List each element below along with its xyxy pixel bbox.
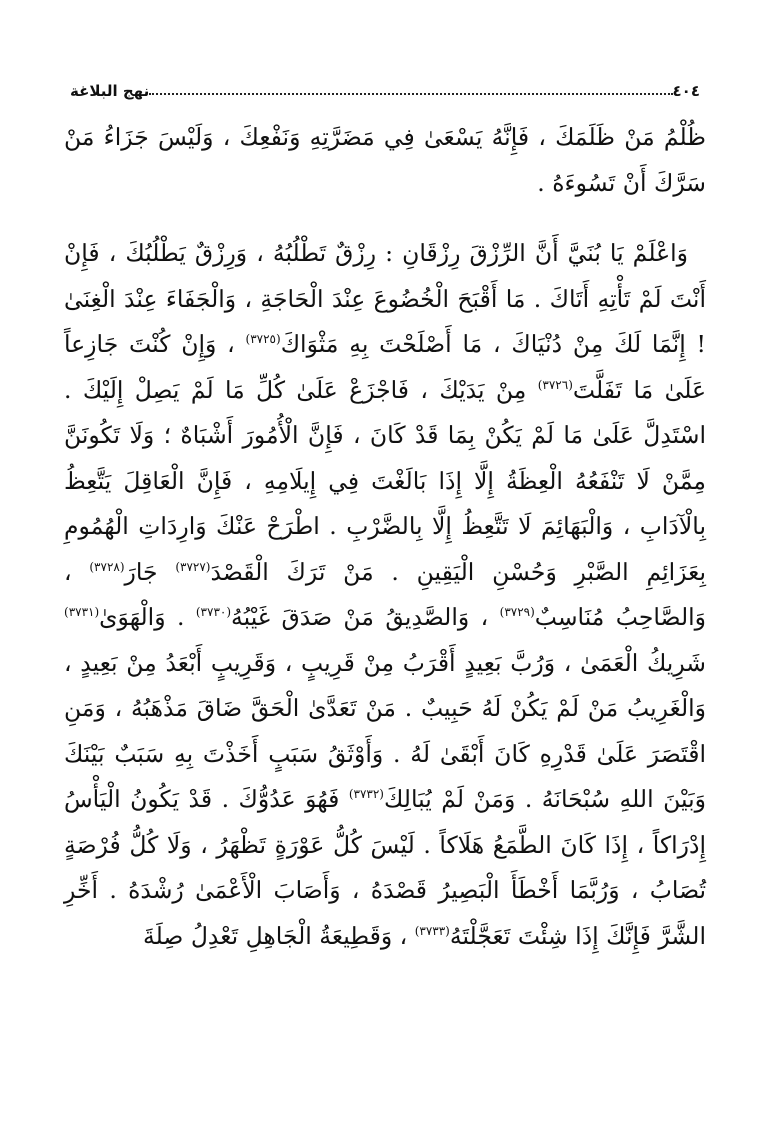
text-run: شَرِيكُ الْعَمَىٰ ، وَرُبَّ بَعِيدٍ أَقْرَبُ مِنْ قَرِيبٍ ، وَقَرِيبٍ أَبْعَدُ مِنْ بَعِيدٍ ، وَالْغَرِيبُ مَنْ لَمْ يَكُنْ لَهُ حَبِيبٌ . مَنْ تَعَدَّىٰ الْحَقَّ ضَاقَ مَذْهَبُهُ ، وَمَنِ اقْتَصَرَ عَلَىٰ قَدْرِهِ كَانَ أَبْقَىٰ لَهُ . وَأَوْثَقُ سَبَبٍ أَخَذْتَ بِهِ سَبَبٌ بَيْنَكَ وَبَيْنَ اللهِ سُبْحَانَهُ . وَمَنْ لَمْ يُبَالِكَ bbox=[64, 648, 706, 813]
text-run: ، وَقَطِيعَةُ الْجَاهِلِ تَعْدِلُ صِلَةَ bbox=[143, 921, 415, 950]
text-run: ظُلْمُ مَنْ ظَلَمَكَ ، فَإِنَّهُ يَسْعَىٰ فِي مَضَرَّتِهِ وَنَفْعِكَ ، وَلَيْسَ جَزَاءُ مَنْ سَرَّكَ أَنْ تَسُوءَهُ . bbox=[64, 123, 706, 197]
text-run: جَارَ bbox=[124, 557, 176, 586]
footnote-marker: (٣٧٢٧) bbox=[175, 559, 211, 574]
footnote-marker: (٣٧٣٠) bbox=[195, 605, 232, 620]
text-run: مِنْ يَدَيْكَ ، فَاجْزَعْ عَلَىٰ كُلِّ مَا لَمْ يَصِلْ إِلَيْكَ . اسْتَدِلَّ عَلَىٰ مَا لَمْ يَكُنْ بِمَا قَدْ كَانَ ، فَإِنَّ الْأُمُورَ أَشْبَاهٌ ؛ وَلَا تَكُونَنَّ مِمَّنْ لَا تَنْفَعُهُ الْعِظَةُ إِلَّا إِذَا بَالَغْتَ فِي إِيلَامِهِ ، فَإِنَّ الْعَاقِلَ يَتَّعِظُ بِالْآدَابِ ، وَالْبَهَائِمَ لَا تَتَّعِظُ إِلَّا بِالضَّرْبِ . اطْرَحْ عَنْكَ وَارِدَاتِ الْهُمُومِ بِعَزَائِمِ الصَّبْرِ وَحُسْنِ الْيَقِينِ . مَنْ تَرَكَ الْقَصْدَ bbox=[64, 375, 706, 586]
text-run: وَاعْلَمْ يَا بُنَيَّ أَنَّ الرِّزْقَ رِزْقَانِ : رِزْقٌ تَطْلُبُهُ ، وَرِزْقٌ يَطْلُبُكَ ، فَإِنْ أَنْتَ لَمْ تَأْتِهِ أَتَاكَ . مَا أَقْبَحَ الْخُضُوعَ عِنْدَ الْحَاجَةِ ، وَالْجَفَاءَ عِنْدَ الْغِنَىٰ ! إِنَّمَا لَكَ مِنْ دُنْيَاكَ ، مَا أَصْلَحْتَ بِهِ مَثْوَاكَ bbox=[64, 239, 706, 358]
footnote-marker: (٣٧٢٥) bbox=[245, 332, 281, 347]
footnote-marker: (٣٧٣١) bbox=[64, 605, 100, 620]
paragraph bbox=[64, 115, 706, 206]
text-run: ، وَإِنْ كُنْتَ جَازِعاً عَلَىٰ مَا تَفَلَّتَ bbox=[64, 330, 706, 404]
text-run: ، وَالصَّاحِبُ مُنَاسِبٌ bbox=[64, 557, 706, 631]
running-header-title: نهج البلاغة bbox=[70, 82, 150, 100]
footnote-marker: (٣٧٢٩) bbox=[499, 605, 535, 620]
footnote-marker: (٣٧٢٦) bbox=[537, 377, 573, 392]
paragraph bbox=[64, 231, 706, 959]
footnote-marker: (٣٧٢٨) bbox=[89, 559, 125, 574]
footnote-marker: (٣٧٣٢) bbox=[348, 787, 384, 802]
page-body-text bbox=[64, 115, 706, 959]
text-run: ، وَالصَّدِيقُ مَنْ صَدَقَ غَيْبُهُ bbox=[231, 603, 500, 631]
footnote-marker: (٣٧٣٣) bbox=[414, 923, 450, 938]
page-number: ٤٠٤ bbox=[672, 82, 700, 100]
text-run: . وَالْهَوَىٰ bbox=[99, 603, 196, 631]
header-dotted-leader bbox=[149, 93, 672, 95]
running-header bbox=[64, 80, 706, 102]
text-run: فَهُوَ عَدُوُّكَ . قَدْ يَكُونُ الْيَأْسُ إِدْرَاكاً ، إِذَا كَانَ الطَّمَعُ هَلَاكاً . لَيْسَ كُلُّ عَوْرَةٍ تَظْهَرُ ، وَلَا كُلُّ فُرْصَةٍ تُصَابُ ، وَرُبَّمَا أَخْطَأَ الْبَصِيرُ قَصْدَهُ ، وَأَصَابَ الْأَعْمَىٰ رُشْدَهُ . أَخِّرِ الشَّرَّ فَإِنَّكَ إِذَا شِئْتَ تَعَجَّلْتَهُ bbox=[64, 785, 706, 950]
